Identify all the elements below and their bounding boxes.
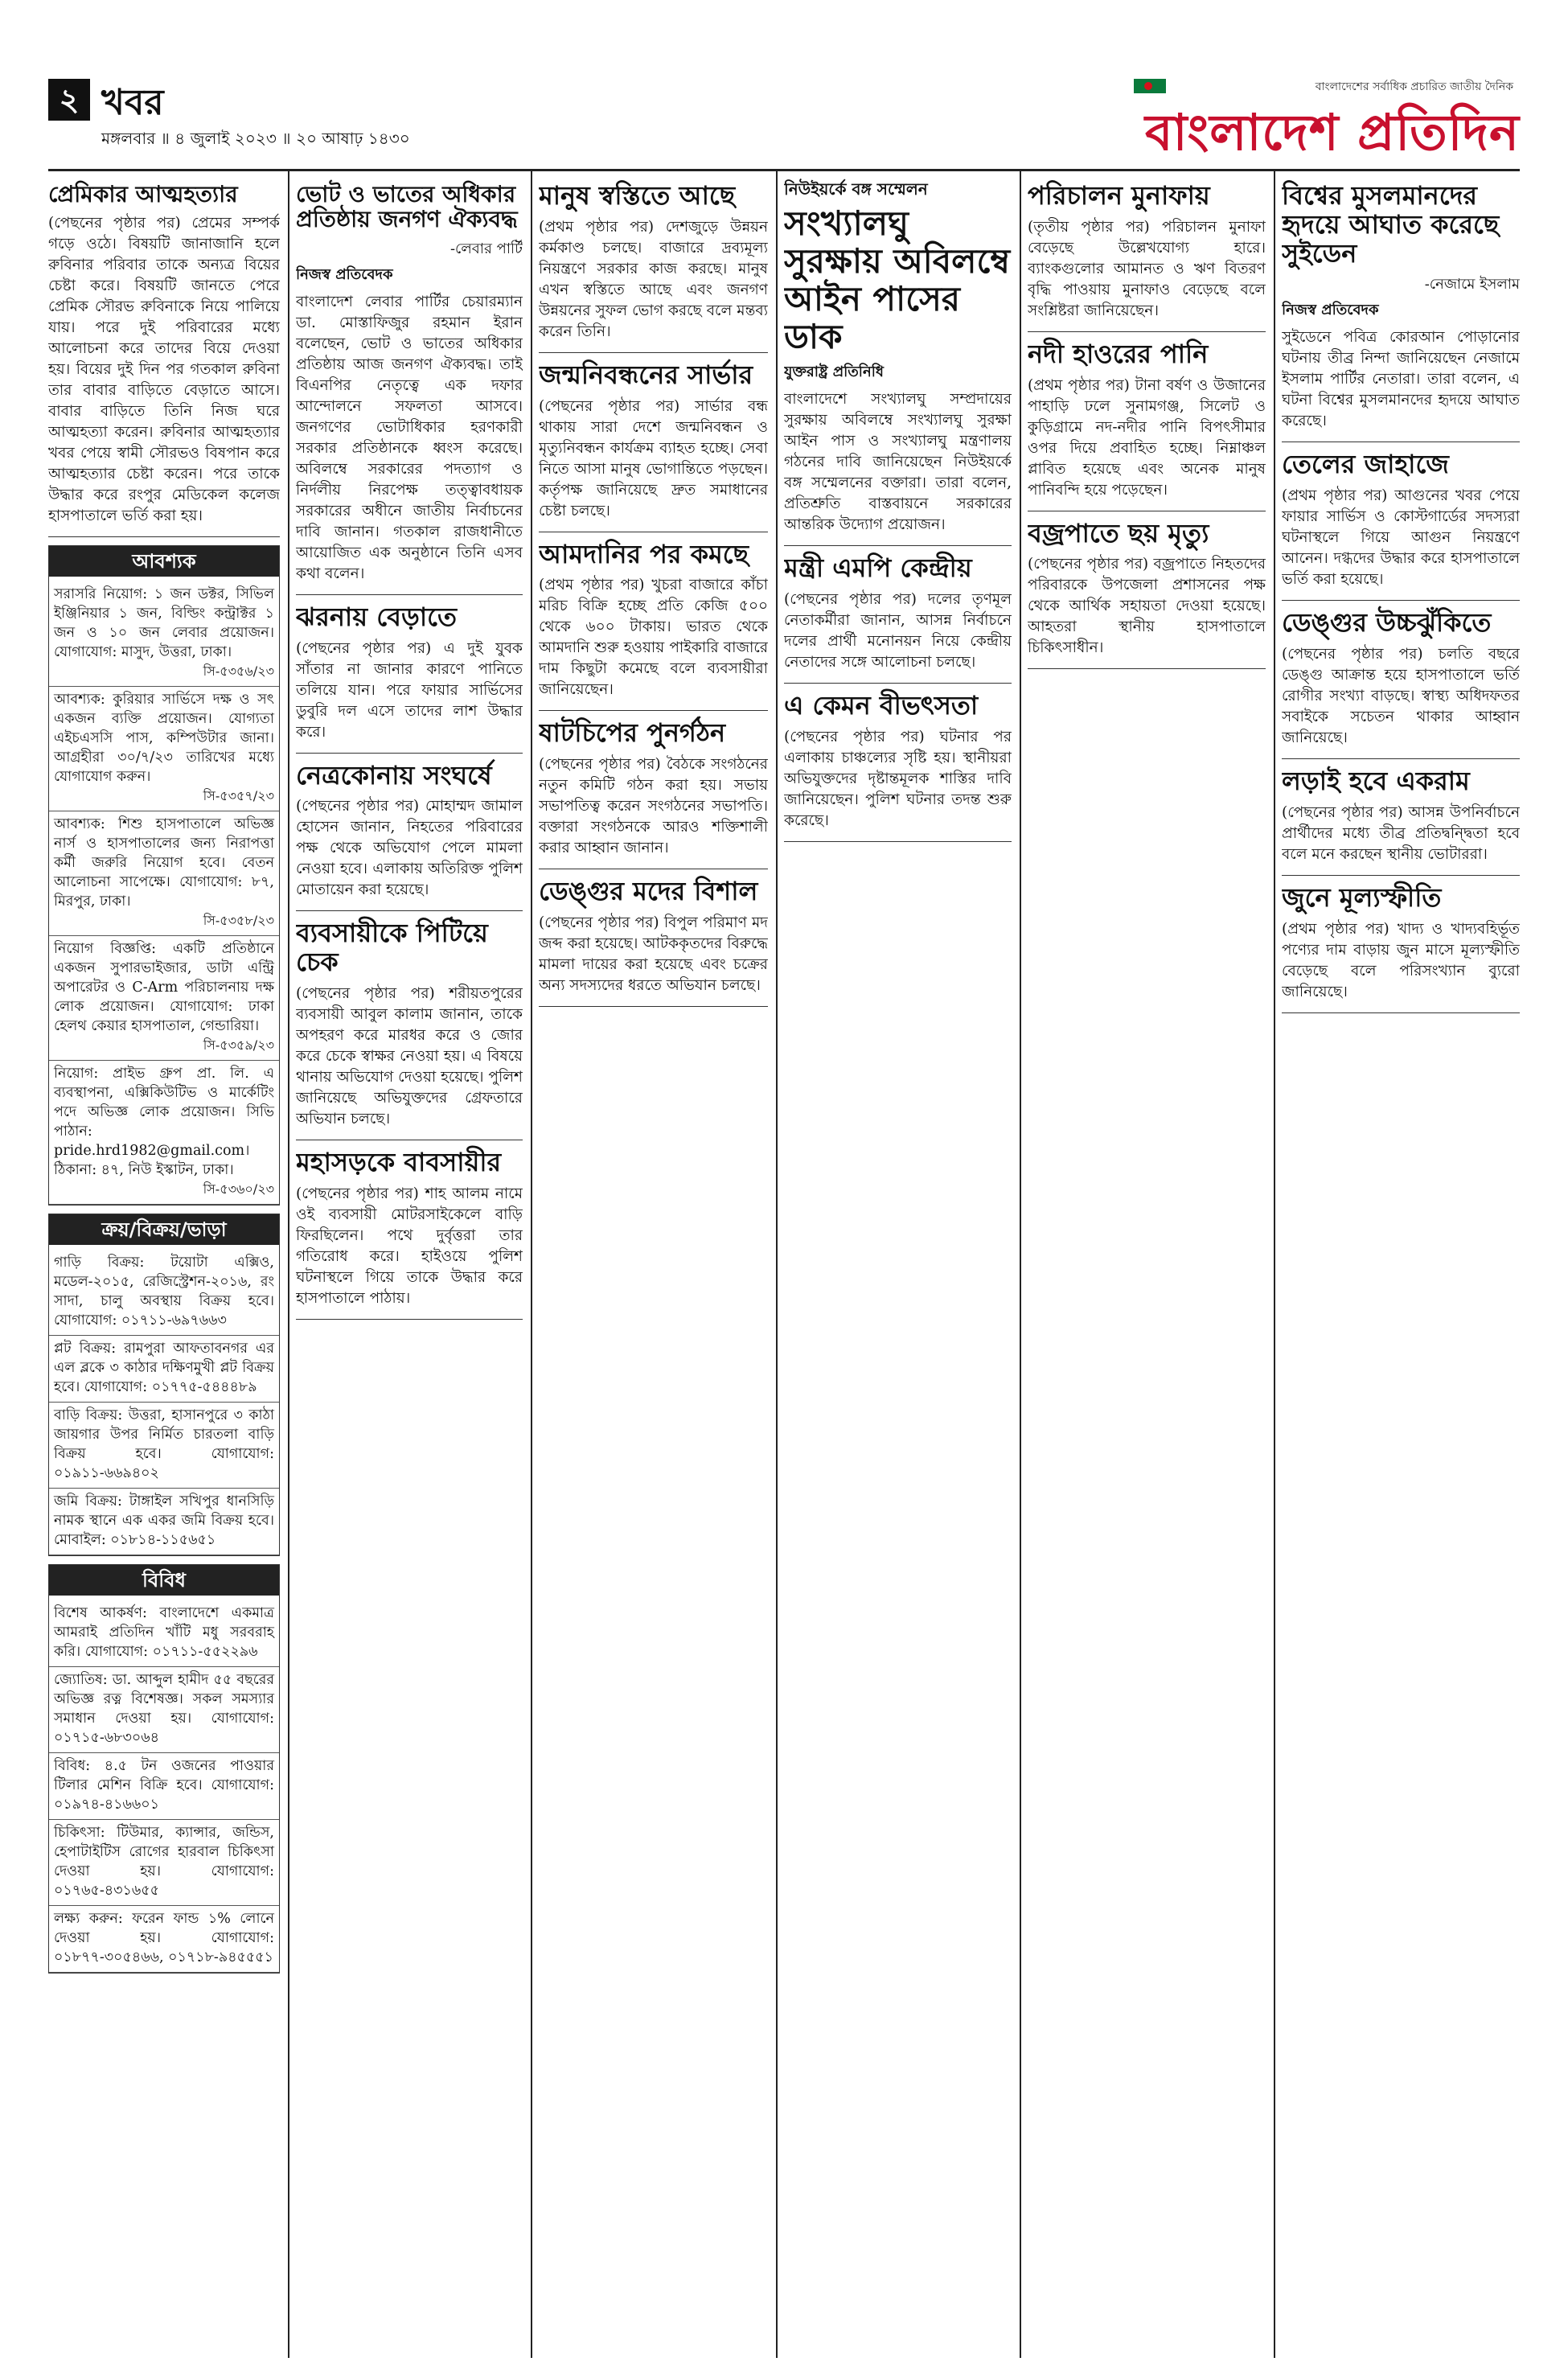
article-body: (পেছনের পৃষ্ঠার পর) আসন্ন উপনির্বাচনে প্রার্থীদের মধ্যে তীব্র প্রতিদ্বন্দ্বিতা হবে বলে মনে করছেন স্থানীয় ভোটাররা। [1282,803,1520,863]
article-body: (পেছনের পৃষ্ঠার পর) সার্ভার বন্ধ থাকায় সারা দেশে জন্মনিবন্ধন ও মৃত্যুনিবন্ধন কার্যক্রম ব্যাহত হচ্ছে। সেবা নিতে আসা মানুষ ভোগান্তিতে পড়ছেন। কর্তৃপক্ষ জানিয়েছে দ্রুত সমাধানের চেষ্টা চলছে। [539,397,768,520]
ad-text: আবশ্যক: কুরিয়ার সার্ভিসে দক্ষ ও সৎ একজন ব্যক্তি প্রয়োজন। যোগ্যতা এইচএসসি পাস, কম্পিউটার জানা। আগ্রহীরা ৩০/৭/২৩ তারিখের মধ্যে যোগাযোগ করুন। [54,692,274,786]
column-rule [288,170,289,2358]
article [1282,881,1520,1013]
column-4 [784,179,1012,2358]
classified-ad: জ্যোতিষ: ডা. আব্দুল হামীদ ৫৫ বছরের অভিজ্ঞ রত্ন বিশেষজ্ঞ। সকল সমস্যার সমাধান দেওয়া হয়। যোগাযোগ: ০১৭১৫-৬৮৩০৬৪ [49,1667,279,1753]
ad-text: আবশ্যক: শিশু হাসপাতালে অভিজ্ঞ নার্স ও হাসপাতালের জন্য নিরাপত্তা কর্মী জরুরি নিয়োগ হবে। বেতন আলোচনা সাপেক্ষে। যোগাযোগ: ৮৭, মিরপুর, ঢাকা। [54,816,274,910]
article-body: (পেছনের পৃষ্ঠার পর) মোহাম্মদ জামাল হোসেন জানান, নিহতের পরিবারের পক্ষ থেকে অভিযোগ পেলে মামলা নেওয়া হবে। এলাকায় অতিরিক্ত পুলিশ মোতায়েন করা হয়েছে। [296,798,523,899]
article-body: বাংলাদেশ লেবার পার্টির চেয়ারম্যান ডা. মোস্তাফিজুর রহমান ইরান বলেছেন, ভোট ও ভাতের অধিকার প্রতিষ্ঠায় আজ জনগণ ঐক্যবদ্ধ। তাই বিএনপির নেতৃত্বে এক দফার আন্দোলনে সফলতা আসবে। জনগণের ভোটাধিকার হরণকারী সরকার প্রতিষ্ঠানকে ধ্বংস করেছে। অবিলম্বে সরকারের পদত্যাগ ও নির্দলীয় নিরপেক্ষ তত্ত্বাবধায়ক সরকারের অধীনে জাতীয় নির্বাচনের দাবি জানান। গতকাল রাজধানীতে আয়োজিত এক অনুষ্ঠানে তিনি এসব কথা বলেন। [296,293,523,582]
article-body: (তৃতীয় পৃষ্ঠার পর) পরিচালন মুনাফা বেড়েছে উল্লেখযোগ্য হারে। ব্যাংকগুলোর আমানত ও ঋণ বিতরণ বৃদ্ধি পাওয়ায় মুনাফাও বেড়েছে বলে সংশ্লিষ্টরা জানিয়েছেন। [1028,218,1266,319]
article-body: (পেছনের পৃষ্ঠার পর) বৈঠকে সংগঠনের নতুন কমিটি গঠন করা হয়। সভায় সভাপতিত্ব করেন সংগঠনের সভাপতি। বক্তারা সংগঠনকে আরও শক্তিশালী করার আহ্বান জানান। [539,756,768,857]
headline: ব্যবসায়ীকে পিটিয়ে চেক [296,918,488,978]
ad-text: নিয়োগ বিজ্ঞপ্তি: একটি প্রতিষ্ঠানে একজন সুপারভাইজার, ডাটা এন্ট্রি অপারেটর ও C-Arm পরিচালনায় দক্ষ লোক প্রয়োজন। যোগাযোগ: ঢাকা হেলথ কেয়ার হাসপাতাল, গেন্ডারিয়া। [54,941,274,1035]
headline: মহাসড়কে বাবসায়ীর [296,1147,502,1178]
classified-ad: প্লট বিক্রয়: রামপুরা আফতাবনগর এর এল ব্লকে ৩ কাঠার দক্ষিণমুখী প্লট বিক্রয় হবে। যোগাযোগ: ০১৭৭৫-৫৪৪৪৮৯ [49,1336,279,1403]
article-body: (প্রথম পৃষ্ঠার পর) খাদ্য ও খাদ্যবহির্ভূত পণ্যের দাম বাড়ায় জুন মাসে মূল্যস্ফীতি বেড়েছে বলে পরিসংখ্যান ব্যুরো জানিয়েছে। [1282,920,1520,1000]
ad-code: সি-৫৩৫৬/২৩ [203,663,274,680]
classified-heading: বিবিধ [49,1565,279,1596]
headline: ভোট ও ভাতের অধিকার প্রতিষ্ঠায় জনগণ ঐক্যবদ্ধ [296,181,518,233]
article [296,759,523,912]
article [1282,450,1520,601]
article-body: (পেছনের পৃষ্ঠার পর) এ দুই যুবক সাঁতার না জানার কারণে পানিতে তলিয়ে যান। পরে ফায়ার সার্ভিসের ডুবুরি দল এসে তাদের লাশ উদ্ধার করে। [296,639,523,741]
headline: তেলের জাহাজে [1282,449,1449,480]
page-header [48,74,1520,171]
classified-ad: বাড়ি বিক্রয়: উত্তরা, হাসানপুরে ৩ কাঠা জায়গার উপর নির্মিত চারতলা বাড়ি বিক্রয় হবে। যোগাযোগ: ০১৯১১-৬৬৯৪০২ [49,1403,279,1489]
article [784,179,1012,546]
article [1028,517,1266,670]
section-title: খবর [101,82,164,123]
article [296,1148,523,1320]
article [1282,767,1520,876]
headline: নদী হাওরের পানি [1028,338,1209,369]
classified-ad [49,687,279,811]
article [784,554,1012,684]
ad-text: নিয়োগ: প্রাইভ গ্রুপ প্রা. লি. এ ব্যবস্থাপনা, এক্সিকিউটিভ ও মার্কেটিং পদে অভিজ্ঞ লোক প্রয়োজন। সিভি পাঠান: pride.hrd1982@gmail.com। ঠিকানা: ৪৭, নিউ ইস্কাটন, ঢাকা। [54,1066,274,1179]
article-body: (প্রথম পৃষ্ঠার পর) খুচরা বাজারে কাঁচা মরিচ বিক্রি হচ্ছে প্রতি কেজি ৫০০ থেকে ৬০০ টাকায়। ভারত থেকে আমদানি শুরু হওয়ায় পাইকারি বাজারে দাম কিছুটা কমেছে বলে ব্যবসায়ীরা জানিয়েছেন। [539,577,768,699]
article [296,919,523,1140]
column-3 [539,179,768,2358]
article [48,182,280,537]
article [1282,609,1520,759]
issue-date: মঙ্গলবার ॥ ৪ জুলাই ২০২৩ ॥ ২০ আষাঢ় ১৪৩০ [101,129,410,148]
flag-icon [1134,79,1166,93]
headline-source: -নেজামে ইসলাম [1424,276,1520,294]
headline: নেত্রকোনায় সংঘর্ষে [296,759,492,791]
article-body: (পেছনের পৃষ্ঠার পর) বিপুল পরিমাণ মদ জব্দ করা হয়েছে। আটককৃতদের বিরুদ্ধে মামলা দায়ের করা হয়েছে এবং চক্রের অন্য সদস্যদের ধরতে অভিযান চলছে। [539,914,768,995]
classified-ad: লক্ষ্য করুন: ফরেন ফান্ড ১% লোনে দেওয়া হয়। যোগাযোগ: ০১৮৭৭-৩০৫৪৬৬, ০১৭১৮-৯৪৫৫৫১ [49,1906,279,1973]
article-body: (পেছনের পৃষ্ঠার পর) দলের তৃণমূল নেতাকর্মীরা জানান, আসন্ন নির্বাচনে দলের প্রার্থী মনোনয়ন নিয়ে কেন্দ্রীয় নেতাদের সঙ্গে আলোচনা চলছে। [784,590,1012,671]
headline: মন্ত্রী এমপি কেন্দ্রীয় [784,552,972,584]
headline: মানুষ স্বস্তিতে আছে [539,180,736,211]
headline: প্রেমিকার আত্মহত্যার [48,181,238,207]
column-rule [1274,170,1275,2358]
classified-section [48,1214,280,1556]
byline: নিজস্ব প্রতিবেদক [1282,302,1379,319]
headline: ঝরনায় বেড়াতে [296,601,457,632]
headline: লড়াই হবে একরাম [1282,766,1470,797]
headline: সংখ্যালঘু সুরক্ষায় অবিলম্বে আইন পাসের ডাক [784,203,1011,357]
headline: ডেঙ্গুর মদের বিশাল [539,876,758,907]
column-rule [776,170,778,2358]
article [1028,340,1266,511]
article [539,182,768,353]
headline: বিশ্বের মুসলমানদের হৃদয়ে আঘাত করেছে সুইডেন [1282,180,1500,269]
classified-ad [49,581,279,687]
column-5 [1028,179,1266,2358]
column-rule [531,170,532,2358]
masthead-logo [1134,74,1520,162]
headline: জন্মনিবন্ধনের সার্ভার [539,359,753,390]
article-body: (পেছনের পৃষ্ঠার পর) শাহ আলম নামে ওই ব্যবসায়ী মোটরসাইকেলে বাড়ি ফিরছিলেন। পথে দুর্বৃত্তরা তার গতিরোধ করে। হাইওয়ে পুলিশ ঘটনাস্থলে গিয়ে তাকে উদ্ধার করে হাসপাতালে পাঠায়। [296,1185,523,1307]
article-body: (প্রথম পৃষ্ঠার পর) দেশজুড়ে উন্নয়ন কর্মকাণ্ড চলছে। বাজারে দ্রব্যমূল্য নিয়ন্ত্রণে সরকার কাজ করছে। মানুষ এখন স্বস্তিতে আছে এবং জনগণ উন্নয়নের সুফল ভোগ করছে বলে মন্তব্য করেন তিনি। [539,218,768,340]
headline: বজ্রপাতে ছয় মৃত্যু [1028,517,1209,548]
logo-tagline: বাংলাদেশের সর্বাধিক প্রচারিত জাতীয় দৈনিক [1315,80,1513,93]
article-body: (পেছনের পৃষ্ঠার পর) প্রেমের সম্পর্ক গড়ে ওঠে। বিষয়টি জানাজানি হলে রুবিনার পরিবার তাকে অন্যত্র বিয়ের চেষ্টা করে। বিষয়টি জানতে পেরে প্রেমিক সৌরভ রুবিনাকে নিয়ে পালিয়ে যায়। পরে দুই পরিবারের মধ্যে আলোচনা করে তাদের বিয়ে দেওয়া হয়। বিয়ের দুই দিন পর গতকাল রুবিনা তার বাবার বাড়িতে বেড়াতে আসে। বাবার বাড়িতে তিনি নিজ ঘরে আত্মহত্যা করেন। রুবিনার আত্মহত্যার খবর পেয়ে স্বামী সৌরভও বিষপান করে আত্মহত্যার চেষ্টা করেন। পরে তাকে উদ্ধার করে রংপুর মেডিকেল কলেজ হাসপাতালে ভর্তি করা হয়। [48,215,280,525]
article-body: (পেছনের পৃষ্ঠার পর) চলতি বছরে ডেঙ্গু আক্রান্ত হয়ে হাসপাতালে ভর্তি রোগীর সংখ্যা বাড়ছে। স্বাস্থ্য অধিদফতর সবাইকে সচেতন থাকার আহ্বান জানিয়েছে। [1282,646,1520,747]
classified-ad: জমি বিক্রয়: টাঙ্গাইল সখিপুর ধানসিড়ি নামক স্থানে এক একর জমি বিক্রয় হবে। মোবাইল: ০১৮১৪-১১৫৬৫১ [49,1489,279,1555]
headline: ডেঙ্গুর উচ্চঝুঁকিতে [1282,607,1492,639]
classified-heading: ক্রয়/বিক্রয়/ভাড়া [49,1214,279,1245]
article [296,182,523,595]
classified-section [48,1564,280,1974]
headline: ষাটচিপের পুনর্গঠন [539,717,726,749]
classified-ad: বিশেষ আকর্ষণ: বাংলাদেশে একমাত্র আমরাই প্রতিদিন খাঁটি মধু সরবরাহ করি। যোগাযোগ: ০১৭১১-৫৫২২৯৬ [49,1600,279,1667]
article [1028,182,1266,332]
article [539,877,768,1007]
ad-code: সি-৫৩৫৮/২৩ [203,913,274,929]
headline: পরিচালন মুনাফায় [1028,180,1210,211]
article [784,689,1012,842]
classified-ad: চিকিৎসা: টিউমার, ক্যান্সার, জন্ডিস, হেপাটাইটিস রোগের হারবাল চিকিৎসা দেওয়া হয়। যোগাযোগ: ০১৭৬৫-৪৩১৬৫৫ [49,1820,279,1906]
article [1282,182,1520,442]
logo-name: বাংলাদেশ প্রতিদিন [1145,103,1520,162]
column-6 [1282,179,1520,2358]
classified-heading: আবশ্যক [49,546,279,577]
ad-code: সি-৫৩৬০/২৩ [203,1181,274,1197]
classified-ad [49,1061,279,1205]
article-body: (পেছনের পৃষ্ঠার পর) ঘটনার পর এলাকায় চাঞ্চল্যের সৃষ্টি হয়। স্থানীয়রা অভিযুক্তদের দৃষ্টান্তমূলক শাস্তির দাবি জানিয়েছেন। পুলিশ ঘটনার তদন্ত শুরু করেছে। [784,728,1012,829]
article [296,603,523,754]
classified-ad: বিবিধ: ৪.৫ টন ওজনের পাওয়ার টিলার মেশিন বিক্রি হবে। যোগাযোগ: ০১৯৭৪-৪১৬৬০১ [49,1753,279,1820]
article-body: বাংলাদেশে সংখ্যালঘু সম্প্রদায়ের সুরক্ষায় অবিলম্বে সংখ্যালঘু সুরক্ষা আইন পাস ও সংখ্যালঘু মন্ত্রণালয় গঠনের দাবি জানিয়েছেন নিউইয়র্কে বঙ্গ সম্মেলনের বক্তারা। তারা বলেন, প্রতিশ্রুতি বাস্তবায়নে সরকারের আন্তরিক উদ্যোগ প্রয়োজন। [784,391,1012,534]
article [539,361,768,532]
article [539,540,768,712]
byline: যুক্তরাষ্ট্র প্রতিনিধি [784,363,884,381]
headline-source: -লেবার পার্টি [449,240,523,257]
page-number: ২ [48,79,90,121]
article [539,719,768,869]
article-body: (পেছনের পৃষ্ঠার পর) শরীয়তপুরের ব্যবসায়ী আবুল কালাম জানান, তাকে অপহরণ করে মারধর করে ও জোর করে চেকে স্বাক্ষর নেওয়া হয়। এ বিষয়ে থানায় অভিযোগ দেওয়া হয়েছে। পুলিশ জানিয়েছে অভিযুক্তদের গ্রেফতারে অভিযান চলছে। [296,985,523,1128]
article-body: (প্রথম পৃষ্ঠার পর) টানা বর্ষণ ও উজানের পাহাড়ি ঢলে সুনামগঞ্জ, সিলেট ও কুড়িগ্রামে নদ-নদীর পানি বিপৎসীমার ওপর দিয়ে প্রবাহিত হচ্ছে। নিম্নাঞ্চল প্লাবিত হয়েছে এবং অনেক মানুষ পানিবন্দি হয়ে পড়েছেন। [1028,376,1266,499]
column-2 [296,179,523,2358]
ad-code: সি-৫৩৫৭/২৩ [203,788,274,804]
classified-ad [49,936,279,1061]
article-body: সুইডেনে পবিত্র কোরআন পোড়ানোর ঘটনায় তীব্র নিন্দা জানিয়েছেন নেজামে ইসলাম পার্টির নেতারা। তারা বলেন, এ ঘটনা বিশ্বের মুসলমানদের হৃদয়ে আঘাত করেছে। [1282,329,1520,430]
classified-ad: গাড়ি বিক্রয়: টয়োটা এক্সিও, মডেল-২০১৫, রেজিস্ট্রেশন-২০১৬, রং সাদা, চালু অবস্থায় বিক্রয় হবে। যোগাযোগ: ০১৭১১-৬৯৭৬৬৩ [49,1250,279,1336]
kicker: নিউইয়র্কে বঙ্গ সম্মেলন [784,179,928,199]
column-rule [1020,170,1021,2358]
article-body: (প্রথম পৃষ্ঠার পর) আগুনের খবর পেয়ে ফায়ার সার্ভিস ও কোস্টগার্ডের সদস্যরা ঘটনাস্থলে গিয়ে আগুন নিয়ন্ত্রণে আনেন। দগ্ধদের উদ্ধার করে হাসপাতালে ভর্তি করা হয়েছে। [1282,487,1520,589]
ad-text: সরাসরি নিয়োগ: ১ জন ডক্টর, সিভিল ইঞ্জিনিয়ার ১ জন, বিল্ডিং কন্ট্রাক্টর ১ জন ও ১০ জন লেবার প্রয়োজন। যোগাযোগ: মাসুদ, উত্তরা, ঢাকা। [54,586,274,661]
headline: আমদানির পর কমছে [539,538,749,569]
article-body: (পেছনের পৃষ্ঠার পর) বজ্রপাতে নিহতদের পরিবারকে উপজেলা প্রশাসনের পক্ষ থেকে আর্থিক সহায়তা দেওয়া হয়েছে। আহতরা স্থানীয় হাসপাতালে চিকিৎসাধীন। [1028,556,1266,657]
headline: জুনে মূল্যস্ফীতি [1282,881,1442,913]
classified-section [48,545,280,1205]
column-1 [48,179,280,2358]
classified-ad [49,811,279,936]
ad-code: সি-৫৩৫৯/২৩ [203,1037,274,1054]
byline: নিজস্ব প্রতিবেদক [296,265,393,283]
headline: এ কেমন বীভৎসতা [784,689,979,721]
